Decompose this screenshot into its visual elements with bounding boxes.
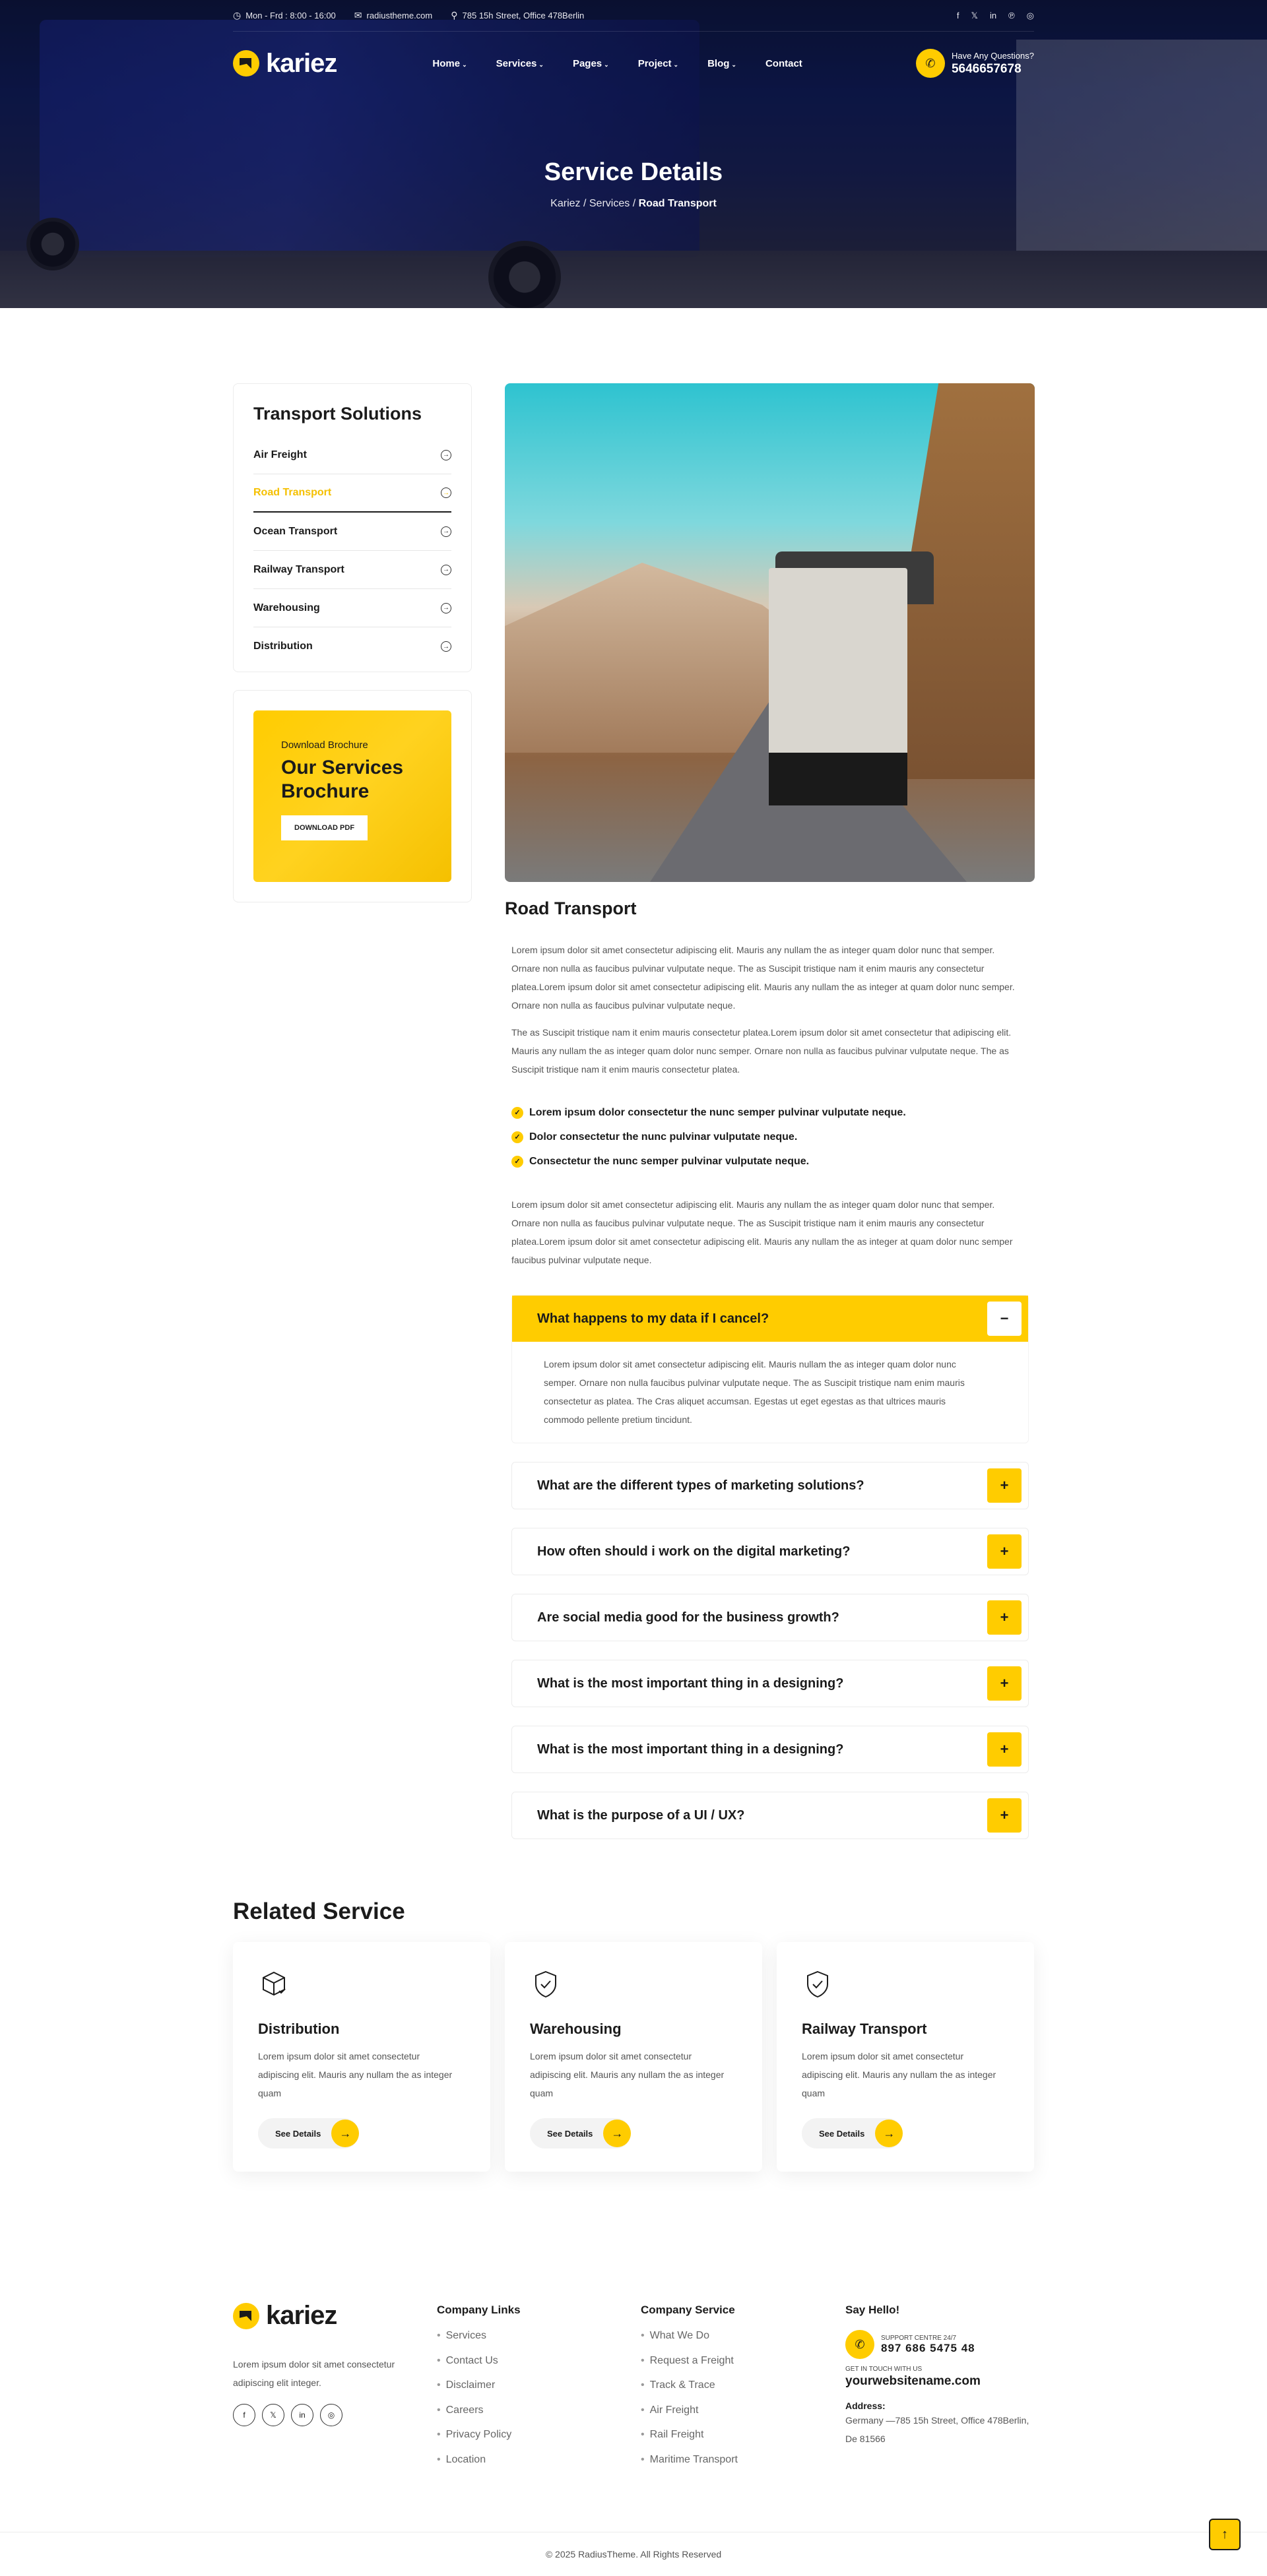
x-icon[interactable]: 𝕏 [971, 10, 978, 20]
brochure-box: Download Brochure Our Services Brochure DOWNLOAD PDF [253, 710, 451, 882]
service-title: Road Transport [505, 898, 637, 918]
logo-mark-icon [233, 2303, 259, 2329]
checklist-item: ✓ Dolor consectetur the nunc pulvinar vulputate neque. [511, 1125, 906, 1149]
faq-answer: Lorem ipsum dolor sit amet consectetur adipiscing elit. Mauris nullam the as integer quam dolor nunc semper. Ornare non nulla faucibus pulvinar vulputate neque. The as Suscipit tristique nam enim mauris consectetur as platea. The Cras aliquet accumsan. Egestas ut eget egestas as that ultrices mauris commodo pellente pretium tincidunt. [544, 1359, 965, 1425]
faq-question[interactable]: What is the most important thing in a designing? + [512, 1660, 1028, 1707]
service-image [505, 383, 1035, 882]
nav-item-services[interactable]: Services ⌄ [496, 57, 544, 69]
checklist-item: ✓ Consectetur the nunc semper pulvinar vulputate neque. [511, 1149, 906, 1174]
service-paragraph-3: Lorem ipsum dolor sit amet consectetur adipiscing elit. Mauris any nullam the as integer quam dolor nunc that semper. Ornare non nulla as faucibus pulvinar vulputate neque. The as Suscipit tristique nam it enim mauris any consectetur platea.Lorem ipsum dolor sit amet consectetur adipiscing elit. Mauris any nullam the as integer at quam dolor nunc semper faucibus pulvinar vulputate neque. [511, 1199, 1013, 1265]
plus-icon[interactable]: + [987, 1468, 1022, 1503]
nav-item-home[interactable]: Home ⌄ [432, 57, 467, 69]
scroll-to-top-button[interactable] [1209, 2519, 1241, 2550]
arrow-circle-icon: → [441, 641, 451, 652]
breadcrumb-current: Road Transport [638, 198, 717, 209]
footer-logo[interactable]: kariez [233, 2301, 337, 2331]
plus-icon[interactable]: + [987, 1534, 1022, 1569]
download-pdf-button[interactable]: DOWNLOAD PDF [281, 815, 368, 840]
footer-contact: Say Hello! ✆ SUPPORT CENTRE 24/7 897 686 5475 48 GET IN TOUCH WITH US yourwebsitename.com Address: Germany —785 15h Street, Office 478Berlin, De 81566 [845, 2304, 1037, 2448]
see-details-button[interactable]: See Details → [802, 2118, 903, 2149]
linkedin-icon[interactable]: in [291, 2404, 313, 2426]
faq-item [511, 1792, 1029, 1839]
plus-icon[interactable]: + [987, 1666, 1022, 1701]
pinterest-icon[interactable]: ℗ [1008, 10, 1015, 20]
chevron-down-icon: ⌄ [538, 61, 544, 68]
breadcrumb: Kariez / Services / Road Transport [550, 198, 717, 209]
footer-link[interactable]: • Careers [437, 2404, 521, 2430]
chevron-down-icon: ⌄ [673, 61, 679, 68]
main-navbar [233, 38, 1034, 88]
arrow-right-icon: → [331, 2120, 359, 2147]
hero-banner [0, 0, 1267, 308]
footer-link[interactable]: • Request a Freight [641, 2355, 738, 2380]
nav-item-contact[interactable]: Contact [765, 57, 802, 69]
linkedin-icon[interactable]: in [989, 10, 997, 20]
see-details-button[interactable]: See Details → [530, 2118, 631, 2149]
topbar-address: ⚲ 785 15h Street, Office 478Berlin [451, 10, 585, 20]
nav-call[interactable]: ✆ Have Any Questions? 5646657678 [916, 49, 1034, 78]
breadcrumb-services[interactable]: Services [589, 198, 630, 209]
related-card-distribution: Distribution Lorem ipsum dolor sit amet consectetur adipiscing elit. Mauris any nullam the as integer quam See Details → [233, 1942, 490, 2172]
shield-check-icon [802, 1968, 833, 2000]
site-logo[interactable]: kariez [233, 49, 337, 79]
topbar-hours: ◷ Mon - Frd : 8:00 - 16:00 [233, 10, 336, 20]
check-icon: ✓ [511, 1107, 523, 1119]
facebook-icon[interactable]: f [233, 2404, 255, 2426]
arrow-circle-icon: → [441, 487, 451, 498]
facebook-icon[interactable]: f [956, 10, 959, 20]
arrow-right-icon: → [875, 2120, 903, 2147]
support-phone[interactable]: ✆ SUPPORT CENTRE 24/7 897 686 5475 48 [845, 2330, 1037, 2359]
sidebar-service-list [233, 383, 472, 672]
footer-link[interactable]: • Maritime Transport [641, 2454, 738, 2479]
truck-body-image [769, 568, 907, 766]
sidebar-item-distribution[interactable]: Distribution → [253, 627, 451, 666]
arrow-circle-icon: → [441, 526, 451, 537]
nav-item-pages[interactable]: Pages ⌄ [572, 57, 609, 69]
footer-link[interactable]: • Location [437, 2454, 521, 2479]
footer-link[interactable]: • Rail Freight [641, 2429, 738, 2454]
check-icon: ✓ [511, 1131, 523, 1143]
footer-description: Lorem ipsum dolor sit amet consectetur adipiscing elit integer. [233, 2359, 395, 2388]
shield-check-icon [530, 1968, 562, 2000]
sidebar-brochure [233, 690, 472, 902]
nav-menu [432, 58, 802, 69]
footer-link[interactable]: • Air Freight [641, 2404, 738, 2430]
nav-item-project[interactable]: Project ⌄ [637, 57, 679, 69]
footer [0, 2230, 1267, 2576]
footer-company-service: Company Service • What We Do • Request a Freight • Track & Trace • Air Freight • Rail Freight • Maritime Transport [641, 2304, 738, 2478]
feature-checklist [511, 1100, 906, 1174]
related-section-title: Related Service [233, 1899, 405, 1924]
service-paragraph-2: The as Suscipit tristique nam it enim mauris consectetur platea.Lorem ipsum dolor sit amet consectetur that adipiscing elit. Mauris any nullam the as integer quam dolor nunc semper. Ornare non nulla as faucibus pulvinar vulputate neque. The as Suscipit tristique nam it enim mauris consectetur platea. [511, 1027, 1012, 1075]
chevron-down-icon: ⌄ [462, 61, 467, 68]
brochure-title: Our Services Brochure [281, 757, 404, 802]
topbar [233, 0, 1034, 32]
faq-question[interactable]: What are the different types of marketing solutions? + [512, 1462, 1028, 1509]
see-details-button[interactable]: See Details → [258, 2118, 359, 2149]
footer-company-links: Company Links • Services • Contact Us • Disclaimer • Careers • Privacy Policy • Location [437, 2304, 521, 2478]
footer-link[interactable]: • Services [437, 2330, 521, 2355]
x-icon[interactable]: 𝕏 [262, 2404, 284, 2426]
faq-item [511, 1726, 1029, 1773]
copyright: © 2025 RadiusTheme. All Rights Reserved [0, 2532, 1267, 2576]
sidebar-item-ocean-transport[interactable]: Ocean Transport → [253, 513, 451, 551]
clock-icon: ◷ [233, 10, 242, 20]
arrow-circle-icon: → [441, 565, 451, 575]
faq-question[interactable]: Are social media good for the business growth? + [512, 1594, 1028, 1641]
phone-icon: ✆ [845, 2330, 874, 2359]
faq-item [511, 1594, 1029, 1641]
location-pin-icon: ⚲ [451, 10, 458, 20]
footer-link[interactable]: • What We Do [641, 2330, 738, 2355]
arrow-circle-icon: → [441, 450, 451, 460]
minus-icon[interactable]: − [987, 1302, 1022, 1336]
footer-link[interactable]: • Disclaimer [437, 2379, 521, 2404]
faq-question[interactable]: What is the most important thing in a designing? + [512, 1726, 1028, 1773]
faq-item [511, 1295, 1029, 1443]
topbar-social [957, 11, 1034, 21]
faq-item [511, 1462, 1029, 1509]
faq-question[interactable]: What is the purpose of a UI / UX? + [512, 1792, 1028, 1838]
faq-item [511, 1528, 1029, 1575]
faq-item [511, 1660, 1029, 1707]
checklist-item: ✓ Lorem ipsum dolor consectetur the nunc semper pulvinar vulputate neque. [511, 1100, 906, 1125]
check-icon: ✓ [511, 1156, 523, 1168]
service-paragraph-1: Lorem ipsum dolor sit amet consectetur adipiscing elit. Mauris any nullam the as integer quam dolor nunc that semper. Ornare non nulla as faucibus pulvinar vulputate neque. The as Suscipit tristique nam it enim mauris any consectetur platea.Lorem ipsum dolor sit amet consectetur adipiscing elit. Mauris any nullam the as integer at quam dolor nunc semper. Ornare non nulla as faucibus pulvinar vulputate neque. [511, 945, 1015, 1011]
sidebar-item-road-transport[interactable]: Road Transport → [253, 474, 451, 513]
related-card-railway-transport: Railway Transport Lorem ipsum dolor sit amet consectetur adipiscing elit. Mauris any nullam the as integer quam See Details → [777, 1942, 1034, 2172]
faq-question[interactable]: What happens to my data if I cancel? − [512, 1296, 1028, 1342]
sidebar-title: Transport Solutions [253, 404, 422, 424]
truck-chassis-image [769, 753, 907, 805]
mail-icon: ✉ [354, 10, 362, 20]
arrow-circle-icon: → [441, 603, 451, 613]
page-title: Service Details [544, 158, 723, 186]
arrow-up-icon: ↑ [1221, 2527, 1228, 2542]
instagram-icon[interactable]: ◎ [320, 2404, 342, 2426]
sidebar-item-railway-transport[interactable]: Railway Transport → [253, 551, 451, 589]
chevron-down-icon: ⌄ [604, 61, 609, 68]
breadcrumb-home[interactable]: Kariez [550, 198, 581, 209]
phone-icon: ✆ [916, 49, 945, 78]
arrow-right-icon: → [603, 2120, 631, 2147]
related-card-warehousing: Warehousing Lorem ipsum dolor sit amet consectetur adipiscing elit. Mauris any nullam the as integer quam See Details → [505, 1942, 762, 2172]
sidebar-item-air-freight[interactable]: Air Freight → [253, 436, 451, 474]
logo-mark-icon [233, 50, 259, 77]
footer-link[interactable]: • Track & Trace [641, 2379, 738, 2404]
chevron-down-icon: ⌄ [731, 61, 736, 68]
instagram-icon[interactable]: ◎ [1026, 10, 1034, 20]
faq-question[interactable]: How often should i work on the digital marketing? + [512, 1528, 1028, 1575]
sidebar-item-warehousing[interactable]: Warehousing → [253, 589, 451, 627]
footer-social [233, 2404, 342, 2426]
plus-icon[interactable]: + [987, 1600, 1022, 1635]
plus-icon[interactable]: + [987, 1732, 1022, 1767]
topbar-email[interactable]: ✉ radiustheme.com [354, 10, 433, 20]
plus-icon[interactable]: + [987, 1798, 1022, 1833]
footer-link[interactable]: • Privacy Policy [437, 2429, 521, 2454]
footer-address: Germany —785 15h Street, Office 478Berlin, De 81566 [845, 2415, 1029, 2444]
box-icon [258, 1968, 290, 2000]
nav-item-blog[interactable]: Blog ⌄ [707, 57, 736, 69]
footer-link[interactable]: • Contact Us [437, 2355, 521, 2380]
footer-website[interactable]: yourwebsitename.com [845, 2374, 981, 2388]
